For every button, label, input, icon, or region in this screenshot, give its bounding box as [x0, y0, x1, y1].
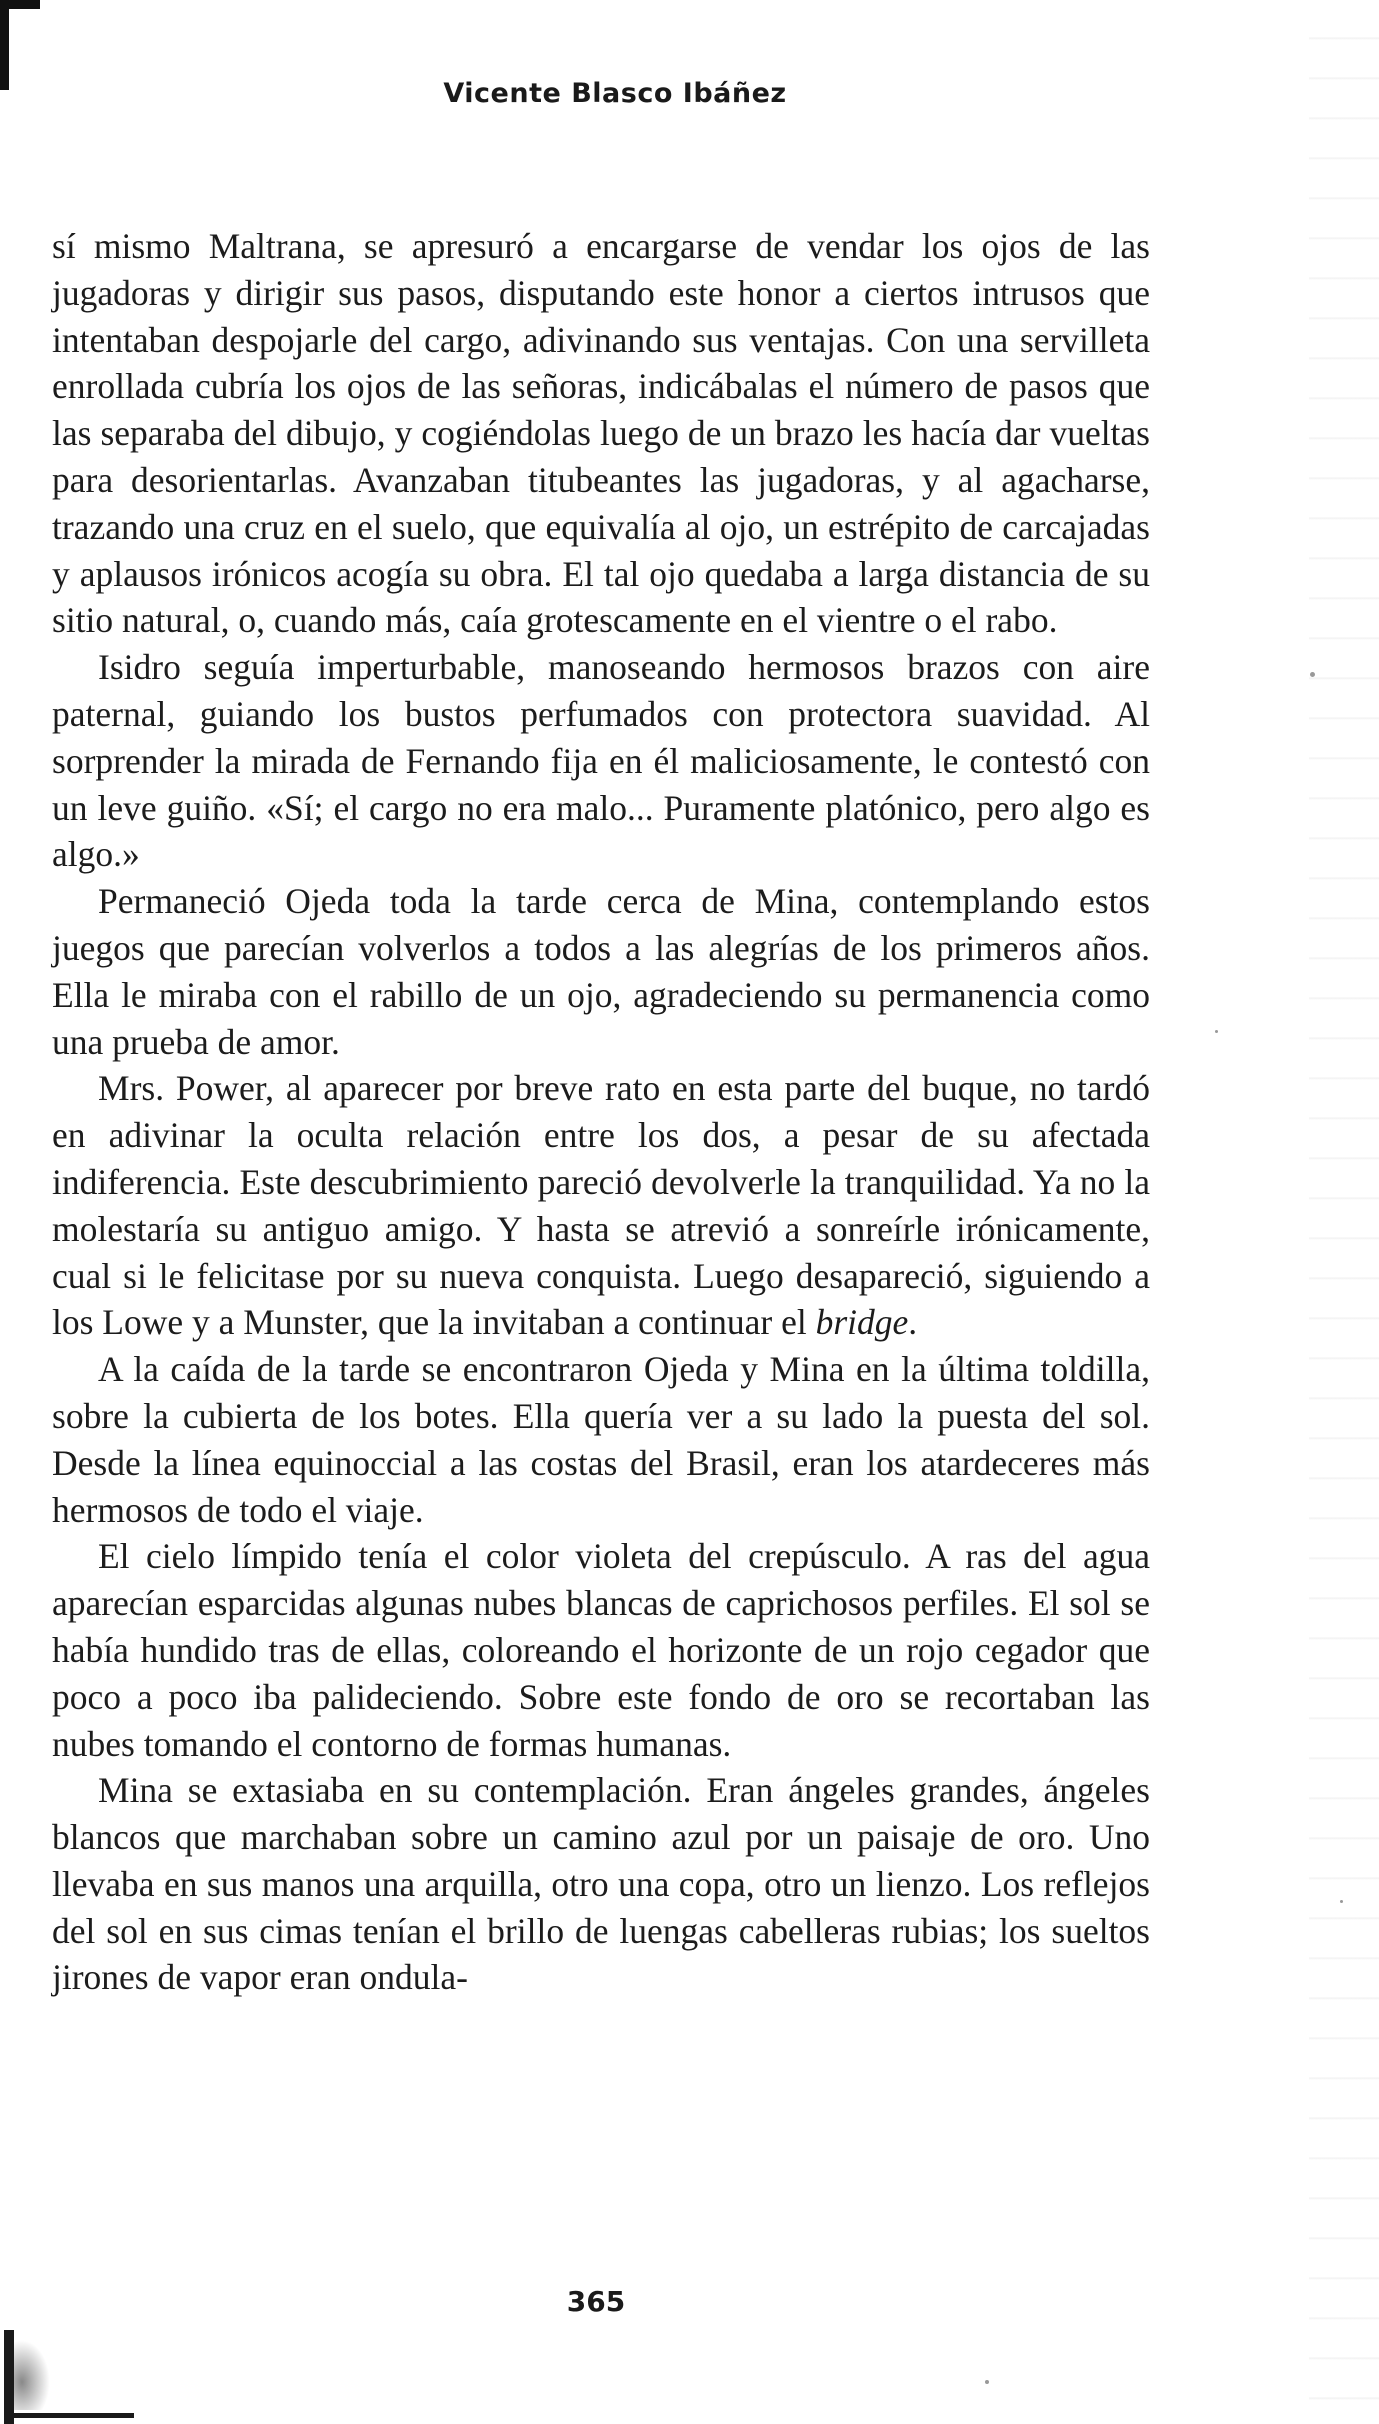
paragraph-7: Mina se extasiaba en su contemplación. Eran ángeles grandes, ángeles blancos que marchaban sobre un camino azul por un paisaje de oro. Uno llevaba en sus manos una arquilla, otro una copa, otro un lienzo. Los reflejos del sol en sus cimas tenían el brillo de luengas cabelleras rubias; los sueltos jirones de vapor eran ondula-	[52, 1770, 1150, 1998]
paragraph-4	[52, 1065, 1150, 1346]
crop-mark-top-left	[0, 0, 22, 90]
paragraph-5: A la caída de la tarde se encontraron Ojeda y Mina en la última toldilla, sobre la cubierta de los botes. Ella quería ver a su lado la puesta del sol. Desde la línea equinoccial a las costas del Brasil, eran los atardeceres más hermosos de todo el viaje.	[52, 1349, 1150, 1530]
scan-speck	[1340, 1900, 1343, 1903]
paragraph-6: El cielo límpido tenía el color violeta del crepúsculo. A ras del agua aparecían esparcidas algunas nubes blancas de caprichosos perfiles. El sol se había hundido tras de ellas, coloreando el horizonte de un rojo cegador que poco a poco iba palideciendo. Sobre este fondo de oro se recortaban las nubes tomando el contorno de formas humanas.	[52, 1536, 1150, 1764]
crop-mark-horizontal	[4, 2413, 134, 2418]
crop-mark-vertical	[4, 2330, 14, 2424]
crop-mark-bottom-left	[0, 2330, 140, 2424]
running-head: Vicente Blasco Ibáñez	[443, 78, 787, 109]
paragraph-1: sí mismo Maltrana, se apresuró a encargarse de vendar los ojos de las jugadoras y dirigir sus pasos, disputando este honor a ciertos intrusos que intentaban despojarle del cargo, adivinando sus ventajas. Con una servilleta enrollada cubría los ojos de las señoras, indicábalas el número de pasos que las separaba del dibujo, y cogiéndolas luego de un brazo les hacía dar vueltas para desorientarlas. Avanzaban titubeantes las jugadoras, y al agacharse, trazando una cruz en el suelo, que equivalía al ojo, un estrépito de carcajadas y aplausos irónicos acogía su obra. El tal ojo quedaba a larga distancia de su sitio natural, o, cuando más, caía grotescamente en el vientre o el rabo.	[52, 226, 1150, 641]
body-text	[52, 223, 1150, 2001]
scan-speck	[985, 2380, 989, 2384]
scan-speck	[1215, 1030, 1218, 1033]
scan-smudge	[10, 2340, 50, 2410]
page-number: 365	[566, 2285, 626, 2318]
paragraph-4-period: .	[908, 1302, 918, 1343]
scan-edge-noise	[1309, 0, 1379, 2424]
paragraph-3: Permaneció Ojeda toda la tarde cerca de Mina, contemplando estos juegos que parecían volverlos a todos a las alegrías de los primeros años. Ella le miraba con el rabillo de un ojo, agradeciendo su permanencia como una prueba de amor.	[52, 881, 1150, 1062]
scan-speck	[1310, 672, 1315, 677]
paragraph-4-text: Mrs. Power, al aparecer por breve rato en esta parte del buque, no tardó en adivinar la oculta relación entre los dos, a pesar de su afectada indiferencia. Este descubrimiento pareció devolverle la tranquilidad. Ya no la molestaría su antiguo amigo. Y hasta se atrevió a sonreírle irónicamente, cual si le felicitase por su nueva conquista. Luego desapareció, siguiendo a los Lowe y a Munster, que la invitaban a continuar el	[52, 1068, 1150, 1343]
paragraph-4-italic-word: bridge	[815, 1302, 909, 1343]
paragraph-2: Isidro seguía imperturbable, manoseando hermosos brazos con aire paternal, guiando los bustos perfumados con protectora suavidad. Al sorprender la mirada de Fernando fija en él maliciosamente, le contestó con un leve guiño. «Sí; el cargo no era malo... Puramente platónico, pero algo es algo.»	[52, 647, 1150, 875]
